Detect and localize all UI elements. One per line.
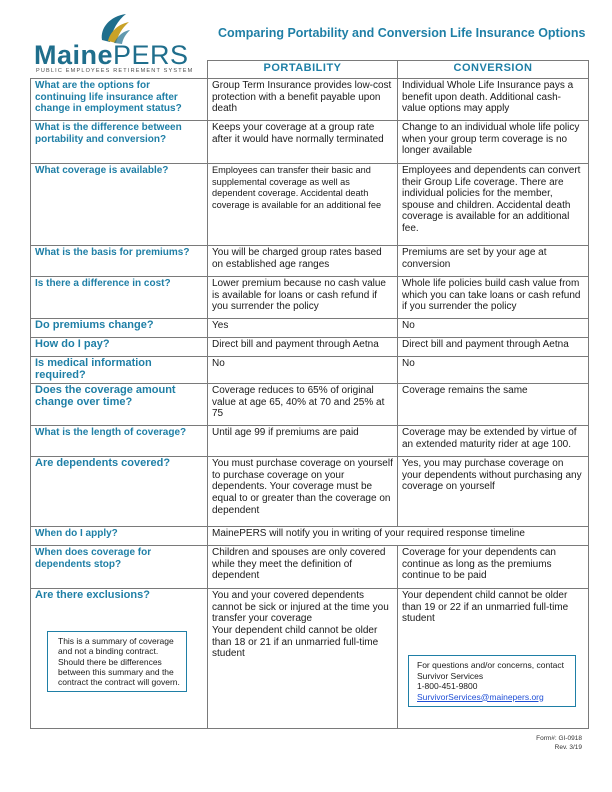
row-portability: Group Term Insurance provides low-cost protection with a benefit payable upon death	[208, 79, 398, 121]
table-row	[31, 527, 589, 546]
row-merged-answer: MainePERS will notify you in writing of your required response timeline	[208, 527, 589, 546]
contact-box	[408, 655, 576, 707]
form-number	[536, 735, 582, 752]
header-portability: PORTABILITY	[208, 61, 398, 79]
row-conversion: Coverage for your dependents can continue as long as the premiums continue to be paid	[398, 546, 589, 589]
row-question: What is the length of coverage?	[31, 426, 208, 457]
row-portability: Until age 99 if premiums are paid	[208, 426, 398, 457]
contact-phone: 1-800-451-9800	[417, 681, 478, 691]
row-question: What coverage is available?	[31, 164, 208, 246]
row-conversion: Your dependent child cannot be older than 19 or 22 if an unmarried full-time student	[398, 589, 589, 729]
row-question: Is medical information required?	[31, 357, 208, 384]
row-portability: You must purchase coverage on yourself to purchase coverage on your dependents. Your coverage must be equal to or greater than the coverage on dependent	[208, 457, 398, 527]
row-conversion: Direct bill and payment through Aetna	[398, 338, 589, 357]
table-row	[31, 426, 589, 457]
contact-text: For questions and/or concerns, contact Survivor Services	[417, 660, 564, 681]
table-row	[31, 319, 589, 338]
logo-wordmark: MainePERS	[34, 40, 189, 70]
row-question: How do I pay?	[31, 338, 208, 357]
row-conversion: Change to an individual whole life policy when your group term coverage is no longer available	[398, 121, 589, 164]
row-portability: Direct bill and payment through Aetna	[208, 338, 398, 357]
exclusion-text-1: You and your covered dependents cannot be sick or injured at the time you transfer your coverage	[212, 590, 389, 625]
table-row	[31, 338, 589, 357]
table-row	[31, 246, 589, 277]
row-conversion: No	[398, 357, 589, 384]
disclaimer-note: This is a summary of coverage and not a binding contract. Should there be differences between this summary and the contract the contract will govern.	[47, 631, 187, 692]
row-conversion: Premiums are set by your age at conversion	[398, 246, 589, 277]
row-question: What are the options for continuing life insurance after change in employment status?	[31, 79, 208, 121]
table-row	[31, 457, 589, 527]
row-question: When does coverage for dependents stop?	[31, 546, 208, 589]
header-corner	[31, 61, 208, 79]
row-question: Does the coverage amount change over time?	[31, 384, 208, 426]
row-portability: You will be charged group rates based on established age ranges	[208, 246, 398, 277]
row-portability: Lower premium because no cash value is available for loans or cash refund if you surrender the policy	[208, 277, 398, 319]
row-question: What is the difference between portability and conversion?	[31, 121, 208, 164]
row-conversion: Employees and dependents can convert their Group Life coverage. There are individual policies for the member, spouse and children. Accidental death coverage is available for an additional fee.	[398, 164, 589, 246]
row-portability: Children and spouses are only covered while they meet the definition of dependent	[208, 546, 398, 589]
row-conversion: Individual Whole Life Insurance pays a benefit upon death. Additional cash-value options may apply	[398, 79, 589, 121]
row-question: Is there a difference in cost?	[31, 277, 208, 319]
row-conversion: No	[398, 319, 589, 338]
row-conversion: Yes, you may purchase coverage on your dependents without purchasing any coverage on yourself	[398, 457, 589, 527]
logo-subtitle: PUBLIC EMPLOYEES RETIREMENT SYSTEM	[36, 68, 194, 74]
contact-email-link[interactable]: SurvivorServices@mainepers.org	[417, 691, 544, 702]
header-conversion: CONVERSION	[398, 61, 589, 79]
exclusion-text-2: Your dependent child cannot be older than 18 or 21 if an unmarried full-time student	[212, 624, 379, 660]
form-revision: Rev. 3/19	[554, 743, 582, 751]
row-question: Do premiums change?	[31, 319, 208, 338]
row-conversion: Coverage may be extended by virtue of an extended maturity rider at age 100.	[398, 426, 589, 457]
table-row	[31, 121, 589, 164]
table-row	[31, 546, 589, 589]
row-question: Are there exclusions?	[31, 589, 208, 729]
table-row	[31, 357, 589, 384]
form-id: Form#: GI-0918	[536, 735, 582, 742]
row-question: Are dependents covered?	[31, 457, 208, 527]
row-conversion: Whole life policies build cash value from which you can take loans or cash refund if you surrender the policy	[398, 277, 589, 319]
row-question: When do I apply?	[31, 527, 208, 546]
row-conversion: Coverage remains the same	[398, 384, 589, 426]
page-title: Comparing Portability and Conversion Life Insurance Options	[218, 26, 586, 40]
row-question: What is the basis for premiums?	[31, 246, 208, 277]
row-portability	[208, 589, 398, 729]
row-portability: No	[208, 357, 398, 384]
table-row	[31, 79, 589, 121]
row-portability: Yes	[208, 319, 398, 338]
row-portability: Coverage reduces to 65% of original value at age 65, 40% at 70 and 25% at 75	[208, 384, 398, 426]
comparison-table	[30, 60, 589, 729]
table-row	[31, 277, 589, 319]
table-row	[31, 164, 589, 246]
row-portability: Employees can transfer their basic and supplemental coverage as well as dependent coverage. Accidental death coverage is available for an additional fee	[208, 164, 398, 246]
row-portability: Keeps your coverage at a group rate after it would have normally terminated	[208, 121, 398, 164]
table-row	[31, 384, 589, 426]
